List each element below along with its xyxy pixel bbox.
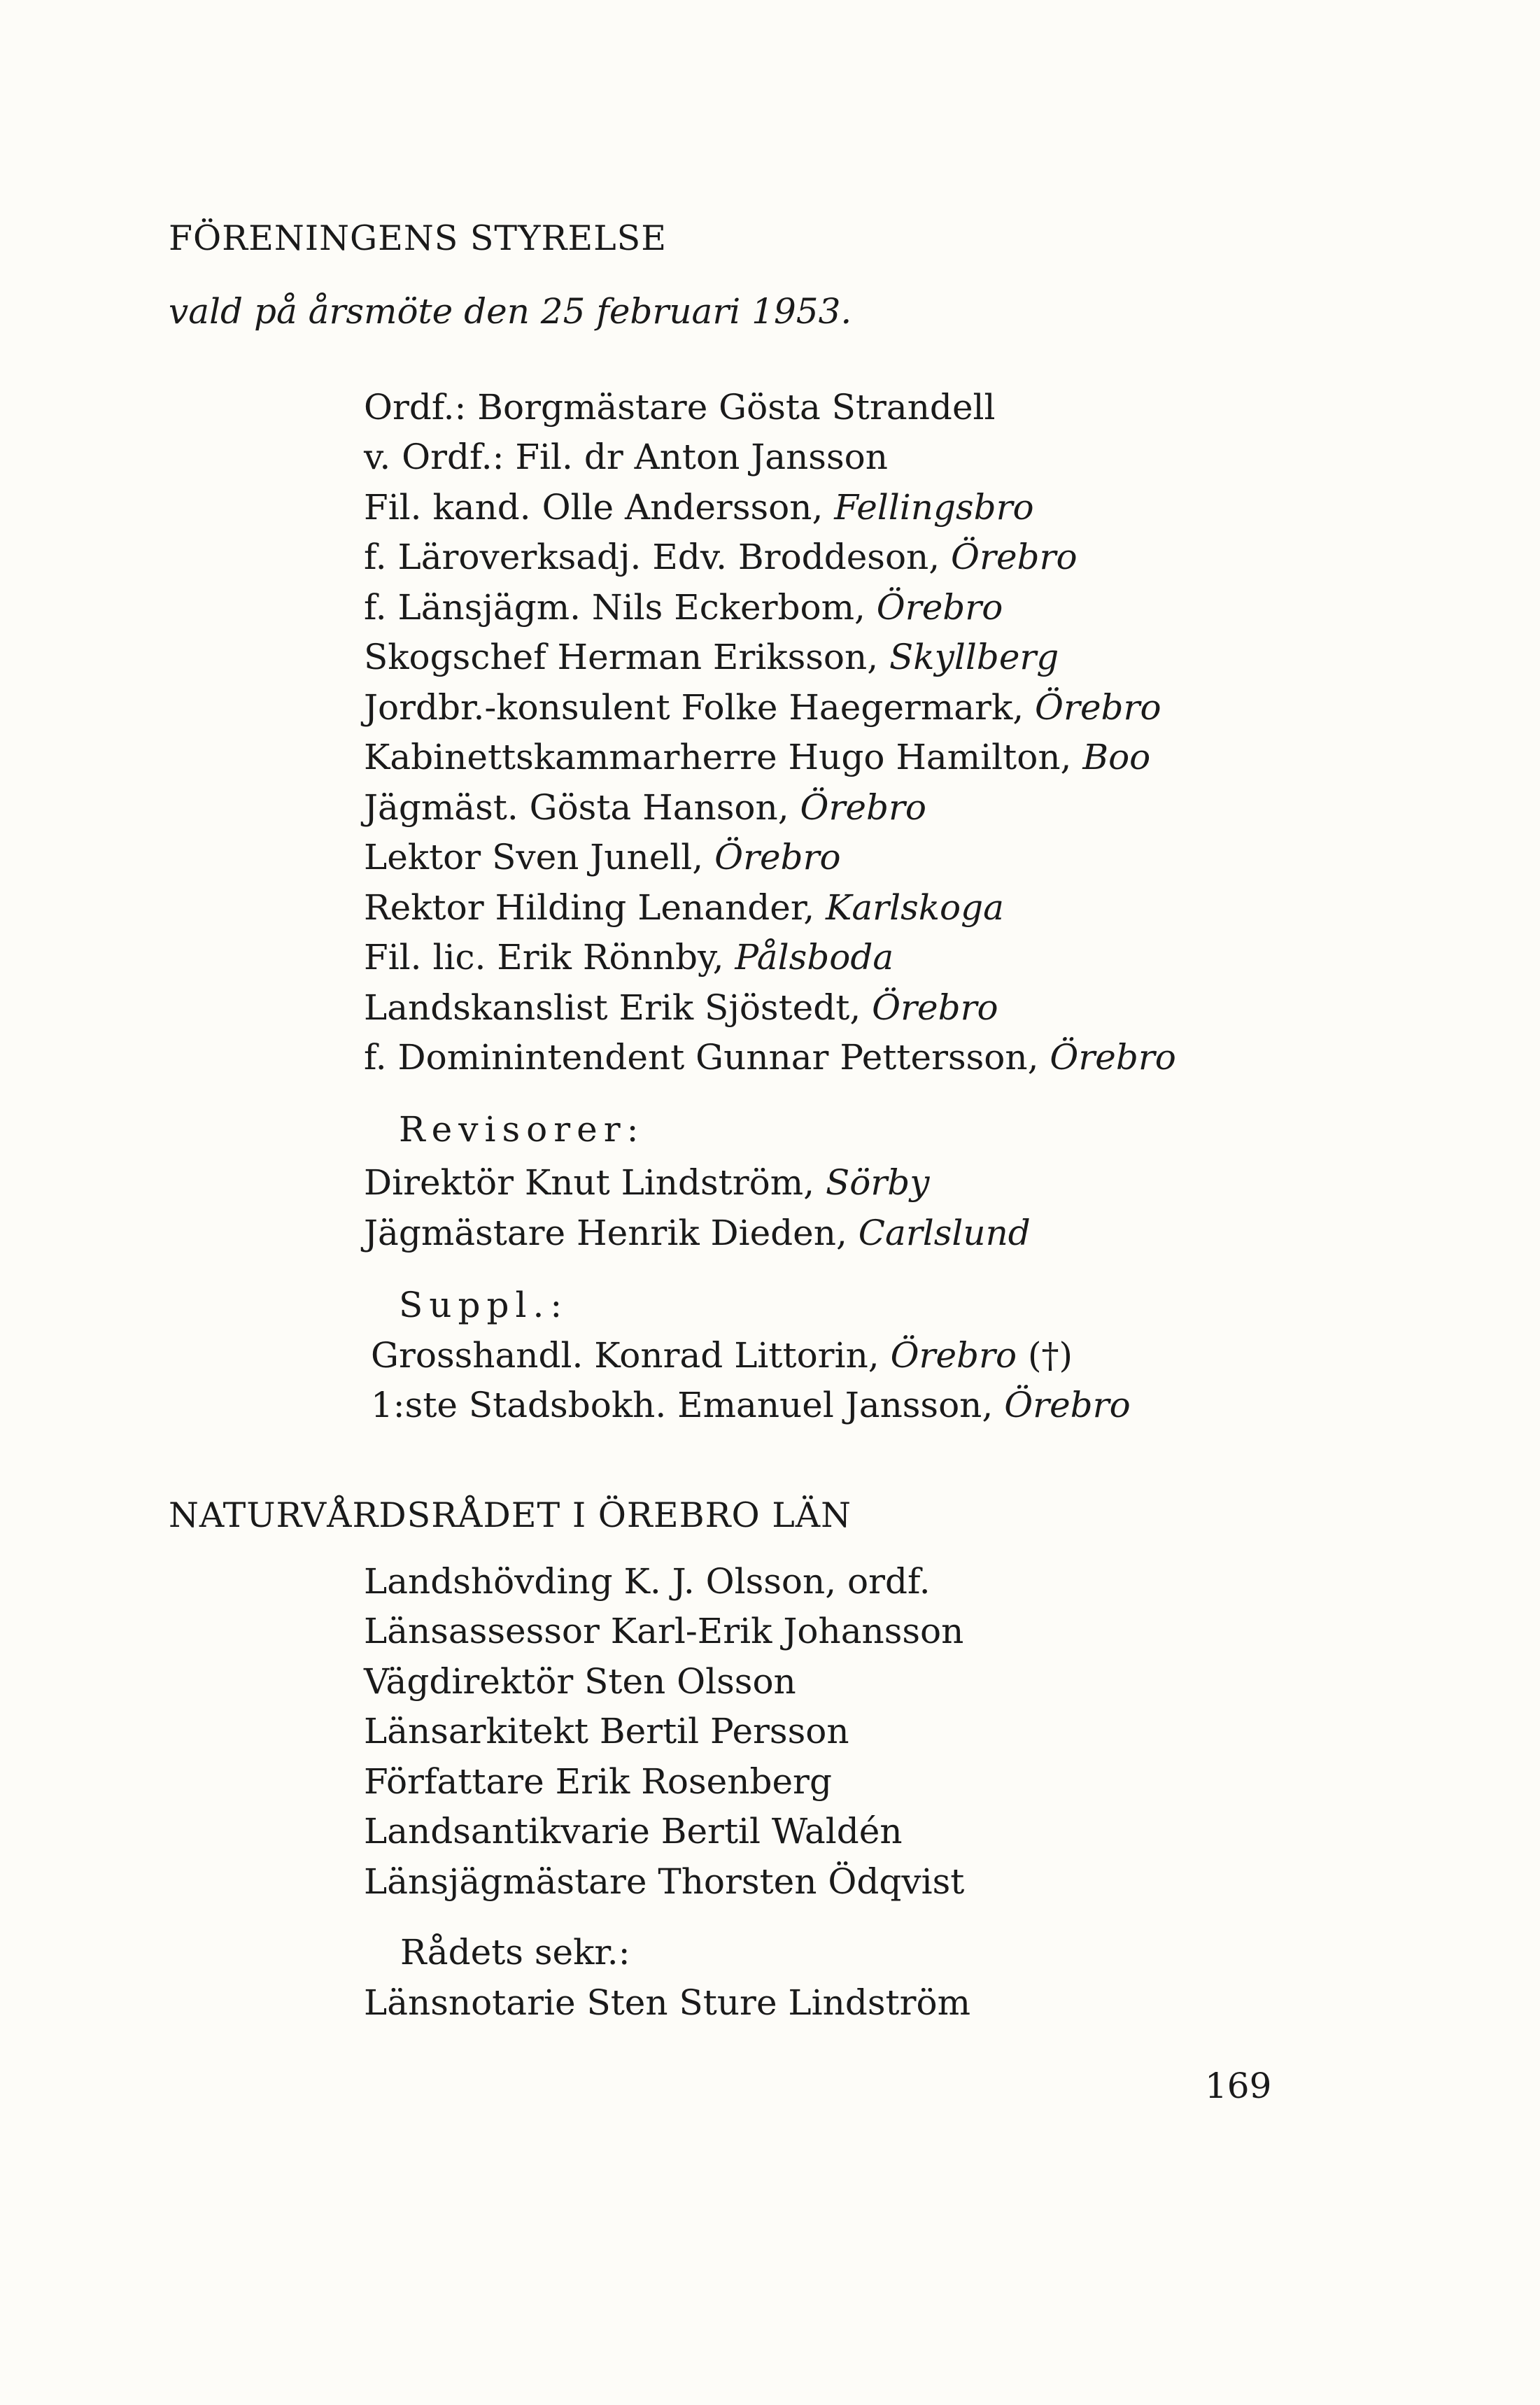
radets-sekr: Länsnotarie Sten Sture Lindström bbox=[364, 1982, 970, 2023]
styrelse-member: f. Länsjägm. Nils Eckerbom, Örebro bbox=[364, 587, 1003, 628]
naturvard-member: Länsarkitekt Bertil Persson bbox=[364, 1711, 849, 1751]
styrelse-member: Jägmäst. Gösta Hanson, Örebro bbox=[364, 787, 926, 828]
radets-sekr-label: Rådets sekr.: bbox=[400, 1932, 630, 1973]
suppl-label: Suppl.: bbox=[399, 1285, 569, 1325]
naturvard-member: Landsantikvarie Bertil Waldén bbox=[364, 1811, 903, 1852]
subtitle-arsmote: vald på årsmöte den 25 februari 1953. bbox=[169, 291, 852, 332]
naturvard-member: Landshövding K. J. Olsson, ordf. bbox=[364, 1561, 931, 1602]
revisor: Jägmästare Henrik Dieden, Carlslund bbox=[364, 1213, 1031, 1253]
styrelse-member: Rektor Hilding Lenander, Karlskoga bbox=[364, 887, 1004, 928]
heading-foreningens-styrelse: FÖRENINGENS STYRELSE bbox=[169, 218, 667, 258]
styrelse-member: Fil. lic. Erik Rönnby, Pålsboda bbox=[364, 937, 894, 978]
naturvard-member: Författare Erik Rosenberg bbox=[364, 1761, 832, 1802]
styrelse-member: Skogschef Herman Eriksson, Skyllberg bbox=[364, 637, 1059, 677]
naturvard-member: Vägdirektör Sten Olsson bbox=[364, 1661, 796, 1702]
revisorer-label: Revisorer: bbox=[399, 1109, 645, 1150]
styrelse-member: Landskanslist Erik Sjöstedt, Örebro bbox=[364, 987, 998, 1028]
naturvard-member: Länsjägmästare Thorsten Ödqvist bbox=[364, 1861, 965, 1902]
revisor: Direktör Knut Lindström, Sörby bbox=[364, 1162, 930, 1203]
styrelse-member: Kabinettskammarherre Hugo Hamilton, Boo bbox=[364, 737, 1151, 777]
styrelse-member: Jordbr.-konsulent Folke Haegermark, Örebro bbox=[364, 687, 1161, 728]
heading-naturvardsradet: NATURVÅRDSRÅDET I ÖREBRO LÄN bbox=[169, 1495, 852, 1535]
suppleant: 1:ste Stadsbokh. Emanuel Jansson, Örebro bbox=[371, 1385, 1131, 1425]
styrelse-member: f. Läroverksadj. Edv. Broddeson, Örebro bbox=[364, 537, 1078, 577]
styrelse-member: v. Ordf.: Fil. dr Anton Jansson bbox=[364, 437, 888, 477]
styrelse-member: f. Dominintendent Gunnar Pettersson, Örebro bbox=[364, 1037, 1176, 1078]
naturvard-member: Länsassessor Karl-Erik Johansson bbox=[364, 1611, 964, 1651]
styrelse-member: Fil. kand. Olle Andersson, Fellingsbro bbox=[364, 487, 1034, 528]
styrelse-member: Lektor Sven Junell, Örebro bbox=[364, 837, 841, 877]
styrelse-member: Ordf.: Borgmästare Gösta Strandell bbox=[364, 387, 996, 428]
page-number: 169 bbox=[1205, 2066, 1272, 2106]
suppleant: Grosshandl. Konrad Littorin, Örebro (†) bbox=[371, 1335, 1073, 1376]
